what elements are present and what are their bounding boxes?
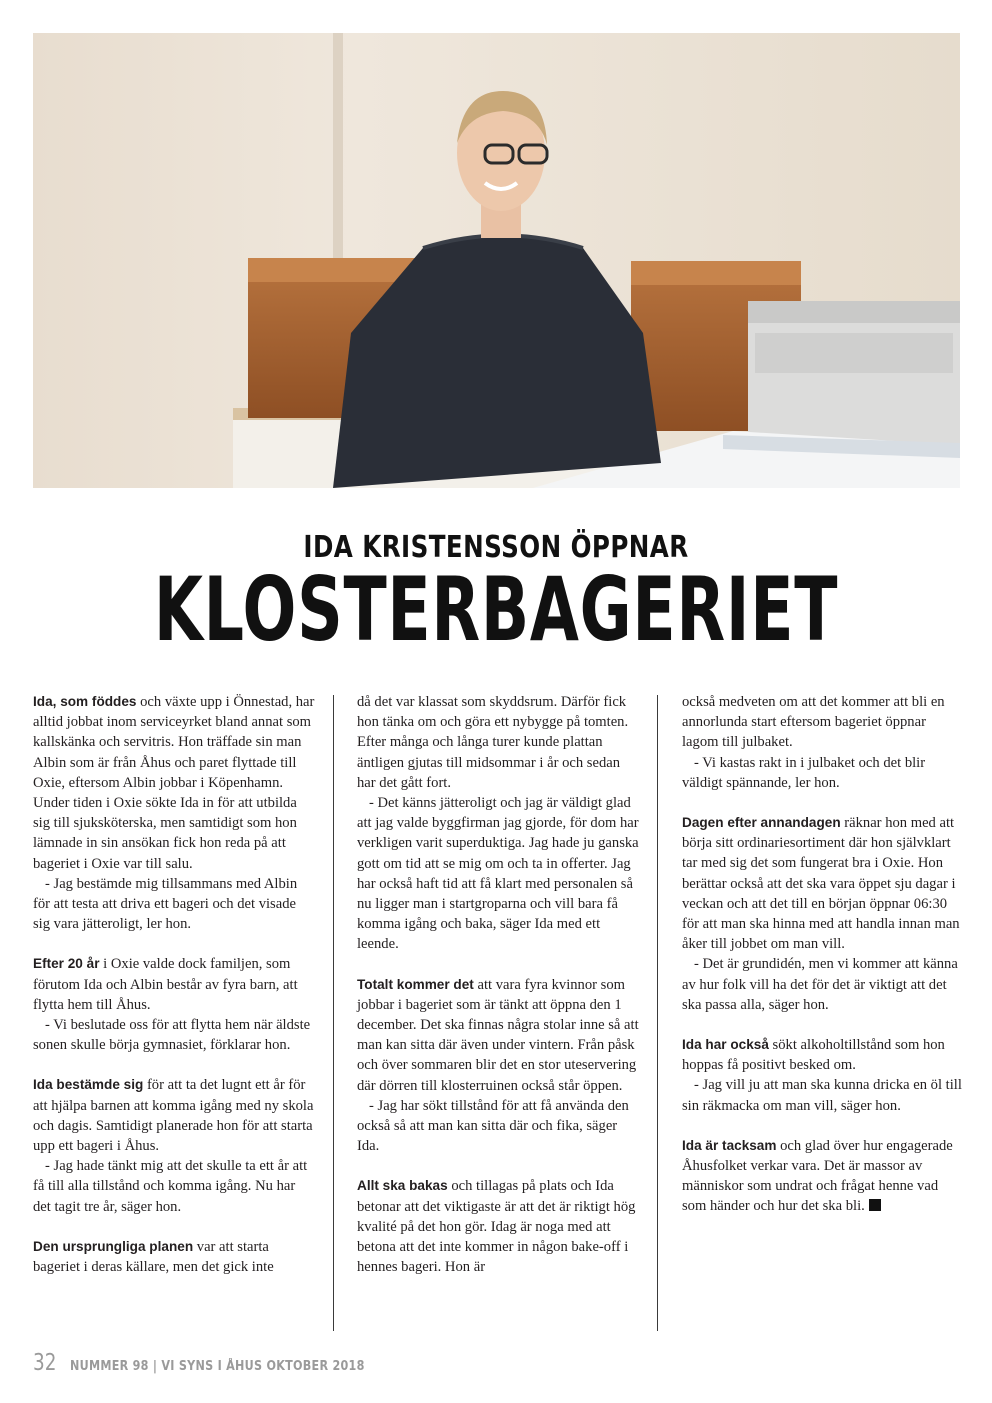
portrait-photo bbox=[33, 33, 960, 488]
page-footer: NUMMER 98 | VI SYNS I ÅHUS OKTOBER 2018 bbox=[70, 1359, 365, 1374]
paragraph-lead: Den ursprungliga planen bbox=[33, 1238, 194, 1254]
paragraph: då det var klassat som skyddsrum. Därför fick hon tänka om och göra ett nybygge på tomten. Efter många och långa turer kunde plattan äntligen gjutas till midsommar i år och sedan har det gått fort. bbox=[357, 694, 629, 791]
paragraph-lead: Dagen efter annandagen bbox=[682, 815, 841, 831]
paragraph-lead: Efter 20 år bbox=[33, 956, 100, 972]
paragraph bbox=[682, 1035, 964, 1075]
paragraph-text: i Oxie valde dock familjen, som förutom Ida och Albin består av fyra barn, att flytta hem till Åhus. bbox=[33, 956, 298, 1013]
paragraph-lead: Ida har också bbox=[682, 1037, 769, 1053]
paragraph-text: och tillagas på plats och Ida betonar att det viktigaste är att det är riktigt hög kvalité på det hon gör. Idag är noga med att betona att det inte kommer in någon bake-off i hennes bageri. Hon är bbox=[357, 1178, 636, 1276]
paragraph bbox=[33, 954, 315, 1015]
quote-paragraph: - Det är grundidén, men vi kommer att känna av hur folk vill ha det för det är viktigt att det ska passa alla, säger hon. bbox=[682, 956, 958, 1013]
paragraph bbox=[682, 1136, 964, 1217]
paragraph-lead: Ida bestämde sig bbox=[33, 1077, 144, 1093]
column-divider bbox=[333, 695, 334, 1331]
paragraph bbox=[682, 813, 964, 954]
article-kicker: IDA KRISTENSSON ÖPPNAR bbox=[303, 530, 689, 565]
end-mark-icon bbox=[869, 1199, 881, 1211]
paragraph-text: räknar hon med att börja sitt ordinariesortiment där hon självklart tar med sig det som fungerat bra i Oxie. Hon berättar också att det ska vara öppet sju dagar i veckan och att det till en början öppnar 06:30 för att man ska hinna med att handla innan man åker till jobbet om man vill. bbox=[682, 815, 960, 953]
column-divider bbox=[657, 695, 658, 1331]
paragraph-text: för att ta det lugnt ett år för att hjälpa barnen att komma igång med ny skola och dagis. Samtidigt planerade hon för att starta upp ett bageri i Åhus. bbox=[33, 1077, 314, 1155]
paragraph-text: och växte upp i Önnestad, har alltid jobbat inom serviceyrket bland annat som kallskänka och servitris. Hon träffade sin man Albin som är från Åhus och paret flyttade till Oxie, eftersom Albin jobbar i Köpenhamn. Under tiden i Oxie sökte Ida in för att utbilda sig till sjuksköterska, men samtidigt som hon lämnade in sin ansökan fick hon reda på att bageriet i Oxie var till salu. bbox=[33, 694, 315, 872]
article-column-2 bbox=[357, 692, 639, 1277]
paragraph bbox=[33, 1237, 315, 1277]
paragraph-text: och glad över hur engagerade Åhusfolket verkar vara. Det är massor av människor som undrat och frågat henne vad som händer och hur det ska bli. bbox=[682, 1137, 953, 1215]
paragraph bbox=[357, 975, 639, 1096]
paragraph bbox=[33, 1075, 315, 1156]
paragraph-lead: Allt ska bakas bbox=[357, 1178, 448, 1194]
quote-paragraph: - Jag bestämde mig tillsammans med Albin för att testa att driva ett bageri och det visade sig vara jätteroligt, ler hon. bbox=[33, 875, 298, 933]
paragraph-lead: Totalt kommer det bbox=[357, 976, 474, 992]
quote-paragraph: - Vi kastas rakt in i julbaket och det blir väldigt spännande, ler hon. bbox=[682, 754, 926, 791]
paragraph bbox=[357, 1176, 639, 1277]
quote-paragraph: - Jag vill ju att man ska kunna dricka en öl till sin räkmacka om man vill, säger hon. bbox=[682, 1077, 962, 1114]
paragraph-text: att vara fyra kvinnor som jobbar i bageriet som är tänkt att öppna den 1 december. Det ska finnas några stolar inne så att man kan sitta där även under vintern. Från påsk och över sommaren blir det en stor uteservering där dörren till klosterruinen också står öppen. bbox=[357, 976, 639, 1094]
article-column-1 bbox=[33, 692, 315, 1277]
paragraph-lead: Ida, som föddes bbox=[33, 694, 137, 709]
quote-paragraph: - Jag hade tänkt mig att det skulle ta ett år att få till alla tillstånd och komma igång. Nu har det tagit tre år, säger hon. bbox=[33, 1158, 308, 1215]
article-headline: KLOSTERBAGERIET bbox=[153, 558, 839, 661]
photo-illustration bbox=[33, 33, 960, 488]
paragraph bbox=[33, 692, 315, 874]
paragraph-lead: Ida är tacksam bbox=[682, 1137, 777, 1153]
quote-paragraph: - Vi beslutade oss för att flytta hem när äldste sonen skulle börja gymnasiet, förklarar hon. bbox=[33, 1017, 311, 1054]
paragraph: också medveten om att det kommer att bli en annorlunda start eftersom bageriet öppnar lagom till julbaket. bbox=[682, 694, 945, 751]
quote-paragraph: - Jag har sökt tillstånd för att få använda den också så att man kan sitta där och fika, säger Ida. bbox=[357, 1097, 629, 1155]
quote-paragraph: - Det känns jätteroligt och jag är väldigt glad att jag valde byggfirman jag gjorde, för dom har verkligen varit superduktiga. Jag hade ju ganska gott om tid att se mig om och ta in offerter. Jag har också haft tid att få klart med personalen så nu ligger man i startgroparna och vill bara få komma igång och baka, säger Ida med ett leende. bbox=[357, 795, 639, 953]
page-number: 32 bbox=[33, 1350, 57, 1376]
paragraph-text: var att starta bageriet i deras källare, men det gick inte bbox=[33, 1238, 274, 1276]
article-column-3 bbox=[682, 692, 964, 1217]
paragraph-text: sökt alkoholtillstånd som hon hoppas få positivt besked om. bbox=[682, 1037, 945, 1074]
